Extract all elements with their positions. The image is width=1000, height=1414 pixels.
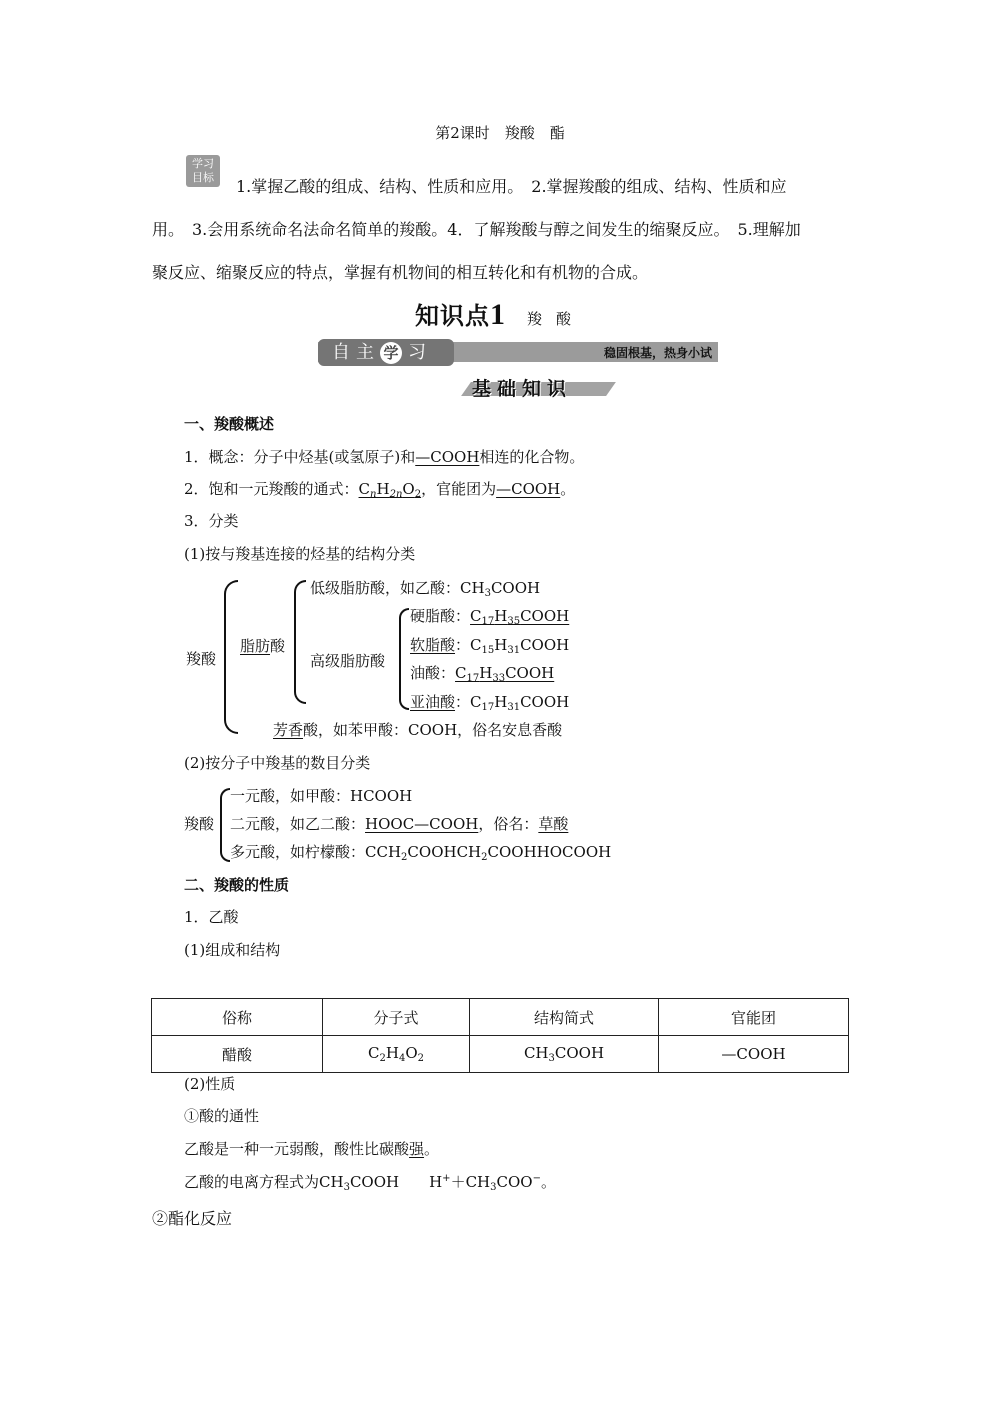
tree1-root: 羧酸 [186,650,217,668]
classify-heading: 3．分类 [184,512,239,530]
brace-icon [224,580,238,734]
table-cell: 醋酸 [152,1036,323,1073]
lesson-title: 第2课时 羧酸 酯 [435,124,565,142]
banner-left-a: 自主 [332,342,380,363]
high-fatty-acid-item: 亚油酸：$C_{17}H_{31}COOH$ [410,692,570,713]
fatty-acid-formula: $C_{17}H_{35}COOH$ [470,607,570,627]
di-acid: 二元酸，如乙二酸：HOOC—COOH，俗名：草酸 [230,815,569,833]
classify-2-title: (2)按分子中羧基的数目分类 [184,754,371,772]
fatty-acid-formula: $C_{17}H_{31}COOH$ [470,692,570,713]
mono-acid: 一元酸，如甲酸：HCOOH [230,787,413,805]
high-fatty-acid-label: 高级脂肪酸 [310,652,386,670]
knowledge-point-heading [0,296,1000,332]
banner-left-b: 习 [408,342,432,363]
table-row [152,1036,849,1073]
learning-goal-badge [186,155,220,187]
ionization-equation: 乙酸的电离方程式为$CH_3COOH$ $H^++CH_3COO^-$。 [184,1173,556,1193]
concept-suffix: 相连的化合物。 [479,448,585,466]
objective-line-3: 聚反应、缩聚反应的特点，掌握有机物间的相互转化和有机物的合成。 [152,263,649,282]
concept-blank: —COOH [415,448,480,466]
concept-prefix: 1．概念：分子中烃基(或氢原子)和 [184,448,416,466]
tree2-root: 羧酸 [184,815,215,833]
acid-general-heading: ①酸的通性 [184,1107,260,1125]
brace-icon [399,608,409,710]
table-header: 俗称 [152,999,323,1036]
kp-label: 知识点 [414,302,490,330]
properties-heading: (2)性质 [184,1075,236,1093]
section1-heading: 一、羧酸概述 [184,415,275,433]
acetic-acid-heading: 1．乙酸 [184,908,239,926]
brace-icon [220,788,230,862]
brace-icon [294,580,306,704]
composition-heading: (1)组成和结构 [184,941,281,959]
fatty-acid-label: 脂肪酸 [240,637,286,655]
high-fatty-acid-item: 油酸：$C_{17}H_{33}COOH$ [410,664,555,684]
acetic-acid-table [151,998,849,1073]
kp-number: 1 [489,298,505,331]
fatty-acid-formula: $C_{15}H_{31}COOH$ [470,635,570,656]
badge-line-2: 目标 [192,171,214,184]
concept-line [184,446,584,467]
basic-knowledge-label: 基础知识 [472,378,573,400]
banner-right: 稳固根基，热身小试 [603,346,712,360]
table-header: 分子式 [323,999,470,1036]
general-formula: $C_nH_{2n}O_2$ [358,480,422,500]
badge-line-1: 学习 [192,157,214,170]
fatty-acid-formula: $C_{17}H_{33}COOH$ [455,664,555,684]
classify-1-title: (1)按与羧基连接的烃基的结构分类 [184,545,416,563]
table-cell: $CH_3COOH$ [470,1036,659,1073]
poly-acid: 多元酸，如柠檬酸：$CCH_2COOHCH_2COOHHOCOOH$ [230,843,612,863]
aromatic-acid: 芳香酸，如苯甲酸：COOH，俗名安息香酸 [273,721,563,739]
table-header: 官能团 [659,999,849,1036]
objective-line-1: 1.掌握乙酸的组成、结构、性质和应用。 2.掌握羧酸的组成、结构、性质和应 [236,177,787,196]
banner-circle-icon: 学 [380,342,402,364]
table-header: 结构简式 [470,999,659,1036]
formula-prefix: 2．饱和一元羧酸的通式： [184,480,359,498]
objective-line-2: 用。 3.会用系统命名法命名简单的羧酸。4．了解羧酸与醇之间发生的缩聚反应。 5.理解加 [152,220,801,239]
self-study-banner [318,342,718,362]
kp-topic: 羧酸 [526,310,585,328]
acidity-text: 乙酸是一种一元弱酸，酸性比碳酸强。 [184,1140,440,1158]
table-cell: —COOH [659,1036,849,1073]
table-header-row [152,999,849,1036]
general-formula-line: 2．饱和一元羧酸的通式：$C_nH_{2n}O_2$，官能团为—COOH。 [184,480,576,500]
table-cell: $C_2H_4O_2$ [323,1036,470,1073]
formula-mid: ，官能团为 [421,480,497,498]
banner-left [318,339,454,366]
basic-knowledge-badge [452,374,612,398]
functional-group: —COOH [496,480,561,498]
low-fatty-acid: 低级脂肪酸，如乙酸：$CH_3COOH$ [310,579,541,599]
esterification-heading: ②酯化反应 [152,1209,233,1228]
high-fatty-acid-item: 硬脂酸：$C_{17}H_{35}COOH$ [410,607,570,627]
section2-heading: 二、羧酸的性质 [184,876,290,894]
high-fatty-acid-item: 软脂酸：$C_{15}H_{31}COOH$ [410,635,570,656]
